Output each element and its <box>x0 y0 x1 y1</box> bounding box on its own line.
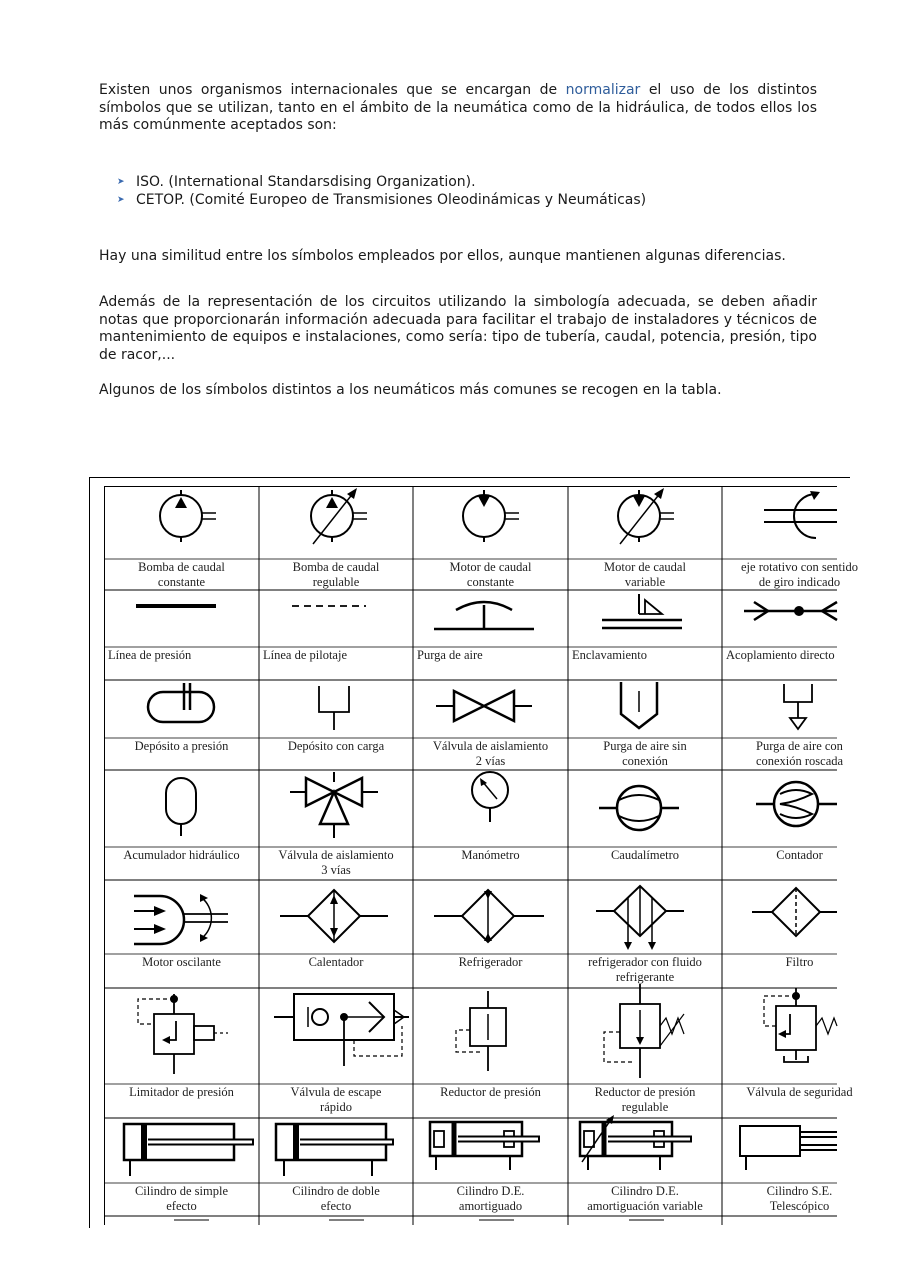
purge-threaded-icon <box>784 684 812 729</box>
symbol-label <box>259 1085 413 1115</box>
symbol-label-line: Línea de pilotaje <box>263 648 347 662</box>
notes-paragraph: Además de la representación de los circuitos utilizando la simbología adecuada, se deben añadir notas que proporcionarán información adecuada para facilitar el trabajo de instaladores y técnicos de mantenimiento de equipos e instalaciones, como sería: tipo de tubería, caudal, potencia, presión, tipo de racor,... <box>99 294 817 363</box>
adjustable-reducer-icon <box>604 984 684 1078</box>
symbol-label <box>568 848 722 863</box>
pressure-limiter-icon <box>138 994 228 1074</box>
symbol-label <box>413 848 568 863</box>
symbol-label-line: Filtro <box>785 955 814 969</box>
symbol-label-line: Motor de caudal <box>449 560 532 574</box>
oscillating-motor-icon <box>134 894 228 944</box>
symbol-label-line: Cilindro D.E. <box>611 1184 679 1198</box>
rotating-shaft-icon <box>764 491 837 538</box>
variable-motor-icon <box>618 488 674 544</box>
symbol-label <box>259 560 413 590</box>
symbol-label <box>413 1085 568 1100</box>
symbol-label-line: Cilindro S.E. <box>766 1184 833 1198</box>
symbol-label-line: 2 vías <box>475 754 506 768</box>
symbol-label-line: variable <box>624 575 666 589</box>
symbol-label <box>722 739 877 769</box>
coolant-cooler-icon <box>596 886 684 950</box>
variable-pump-icon <box>311 488 367 544</box>
symbol-label-line: Reductor de presión <box>440 1085 541 1099</box>
symbol-label <box>104 739 259 754</box>
symbol-label <box>568 1085 722 1115</box>
symbol-label-line: efecto <box>166 1199 197 1213</box>
bullet-arrow-icon: ➤ <box>117 177 125 187</box>
symbol-label <box>726 648 875 663</box>
symbol-label <box>259 739 413 754</box>
symbol-label <box>722 560 877 590</box>
double-acting-cylinder-icon <box>276 1124 394 1176</box>
safety-valve-icon <box>764 988 837 1062</box>
symbol-label-line: refrigerador con fluido <box>588 955 702 969</box>
symbol-label <box>263 648 411 663</box>
cooler-icon <box>434 890 544 942</box>
list-item-label: ISO. (International Standarsdising Organization). <box>136 174 476 190</box>
intro-text-after: el uso de los distintos símbolos que se utilizan, tanto en el ámbito de la neumática como de la hidráulica, de todos ellos los más comúnmente aceptados son: <box>99 82 818 133</box>
symbol-label-line: Depósito con carga <box>287 739 385 753</box>
symbol-label-line: conexión roscada <box>755 754 844 768</box>
filter-icon <box>752 888 837 936</box>
symbol-label <box>413 739 568 769</box>
symbol-label <box>413 955 568 970</box>
air-purge-icon <box>434 602 534 629</box>
variable-cushion-cylinder-icon <box>580 1115 692 1170</box>
symbol-label-line: Válvula de aislamiento <box>278 848 394 862</box>
symbol-label-line: regulable <box>312 575 360 589</box>
symbol-label-line: Manómetro <box>461 848 520 862</box>
accumulator-icon <box>166 778 196 836</box>
quick-exhaust-valve-icon <box>274 994 409 1066</box>
symbol-label-line: amortiguado <box>458 1199 523 1213</box>
symbol-label <box>104 1085 259 1100</box>
symbol-label <box>413 1184 568 1214</box>
symbol-label-line: Limitador de presión <box>129 1085 234 1099</box>
symbol-label-line: de giro indicado <box>758 575 841 589</box>
symbol-label <box>572 648 720 663</box>
symbol-label <box>722 1085 877 1100</box>
symbol-label-line: amortiguación variable <box>587 1199 703 1213</box>
symbol-label <box>722 1184 877 1214</box>
symbol-label-line: regulable <box>621 1100 669 1114</box>
symbol-label-line: constante <box>466 575 515 589</box>
symbol-label-line: Cilindro de simple <box>134 1184 229 1198</box>
symbol-label-line: Enclavamiento <box>572 648 647 662</box>
symbol-label-line: Purga de aire sin <box>603 739 687 753</box>
symbol-label-line: Calentador <box>308 955 364 969</box>
symbol-label-line: Válvula de escape <box>290 1085 382 1099</box>
symbol-label-line: Depósito a presión <box>134 739 229 753</box>
symbol-label-line: Contador <box>776 848 823 862</box>
counter-icon <box>756 782 837 826</box>
symbol-label <box>568 955 722 985</box>
normalizar-link[interactable]: normalizar <box>565 82 641 98</box>
symbol-label <box>722 848 877 863</box>
isolation-valve-2way-icon <box>436 691 532 721</box>
symbol-label-line: Purga de aire con <box>756 739 843 753</box>
pressure-gauge-icon <box>472 772 508 822</box>
symbol-label <box>722 955 877 970</box>
symbol-label <box>413 560 568 590</box>
symbol-label-line: Cilindro de doble <box>292 1184 380 1198</box>
pressure-tank-icon <box>148 683 214 722</box>
symbol-label-line: Válvula de seguridad <box>746 1085 853 1099</box>
telescopic-cylinder-icon <box>740 1126 837 1170</box>
list-item-label: CETOP. (Comité Europeo de Transmisiones Oleodinámicas y Neumáticas) <box>136 191 647 208</box>
similarity-paragraph: Hay una similitud entre los símbolos empleados por ellos, aunque mantienen algunas diferencias. <box>99 248 786 264</box>
symbol-label <box>104 955 259 970</box>
purge-no-connection-icon <box>621 682 657 728</box>
symbol-label-line: refrigerante <box>615 970 675 984</box>
symbol-label <box>568 739 722 769</box>
symbol-label <box>104 848 259 863</box>
loaded-tank-icon <box>319 686 349 730</box>
list-item <box>117 192 817 210</box>
symbol-label-line: Acumulador hidráulico <box>123 848 240 862</box>
symbol-label-line: eje rotativo con sentido <box>741 560 858 574</box>
symbol-label-line: Cilindro D.E. <box>456 1184 525 1198</box>
symbol-label-line: constante <box>157 575 206 589</box>
symbol-label <box>568 1184 722 1214</box>
symbol-label-line: Refrigerador <box>458 955 523 969</box>
intro-paragraph <box>99 82 817 135</box>
symbol-label <box>259 955 413 970</box>
direct-coupling-icon <box>744 602 837 620</box>
cushioned-cylinder-icon <box>430 1122 540 1170</box>
list-item <box>117 174 817 192</box>
symbol-label-line: Válvula de aislamiento <box>432 739 549 753</box>
symbol-label-line: Purga de aire <box>417 648 483 662</box>
flowmeter-icon <box>599 786 679 830</box>
fixed-pump-icon <box>160 490 216 542</box>
symbol-label-line: Línea de presión <box>108 648 192 662</box>
symbol-label-line: Motor oscilante <box>142 955 221 969</box>
symbol-label <box>417 648 566 663</box>
pressure-reducer-icon <box>456 991 506 1071</box>
symbol-label <box>104 1184 259 1214</box>
symbol-label-line: Motor de caudal <box>604 560 686 574</box>
heater-icon <box>280 890 388 942</box>
symbol-label <box>568 560 722 590</box>
symbol-label-line: Bomba de caudal <box>138 560 225 574</box>
symbol-label-line: Bomba de caudal <box>292 560 380 574</box>
intro-text-before: Existen unos organismos internacionales que se encargan de <box>99 82 566 98</box>
symbol-label-line: conexión <box>622 754 668 768</box>
interlock-icon <box>602 594 682 628</box>
fixed-motor-icon <box>463 490 519 542</box>
isolation-valve-3way-icon <box>290 772 378 838</box>
single-acting-cylinder-icon <box>124 1124 254 1176</box>
symbol-label <box>108 648 257 663</box>
symbols-table <box>104 486 858 1225</box>
symbol-label-line: efecto <box>320 1199 352 1213</box>
table-intro-paragraph: Algunos de los símbolos distintos a los neumáticos más comunes se recogen en la tabla. <box>99 382 722 398</box>
symbol-label-line: 3 vías <box>321 863 351 877</box>
symbol-label <box>104 560 259 590</box>
symbol-label-line: Telescópico <box>769 1199 830 1213</box>
symbol-label-line: Caudalímetro <box>610 848 680 862</box>
symbol-label-line: rápido <box>320 1100 352 1114</box>
symbol-label <box>259 1184 413 1214</box>
bullet-arrow-icon: ➤ <box>117 194 125 205</box>
organizations-list <box>117 174 817 209</box>
symbol-label-line: Acoplamiento directo <box>726 648 835 662</box>
symbol-label <box>259 848 413 878</box>
symbol-label-line: Reductor de presión <box>594 1085 696 1099</box>
